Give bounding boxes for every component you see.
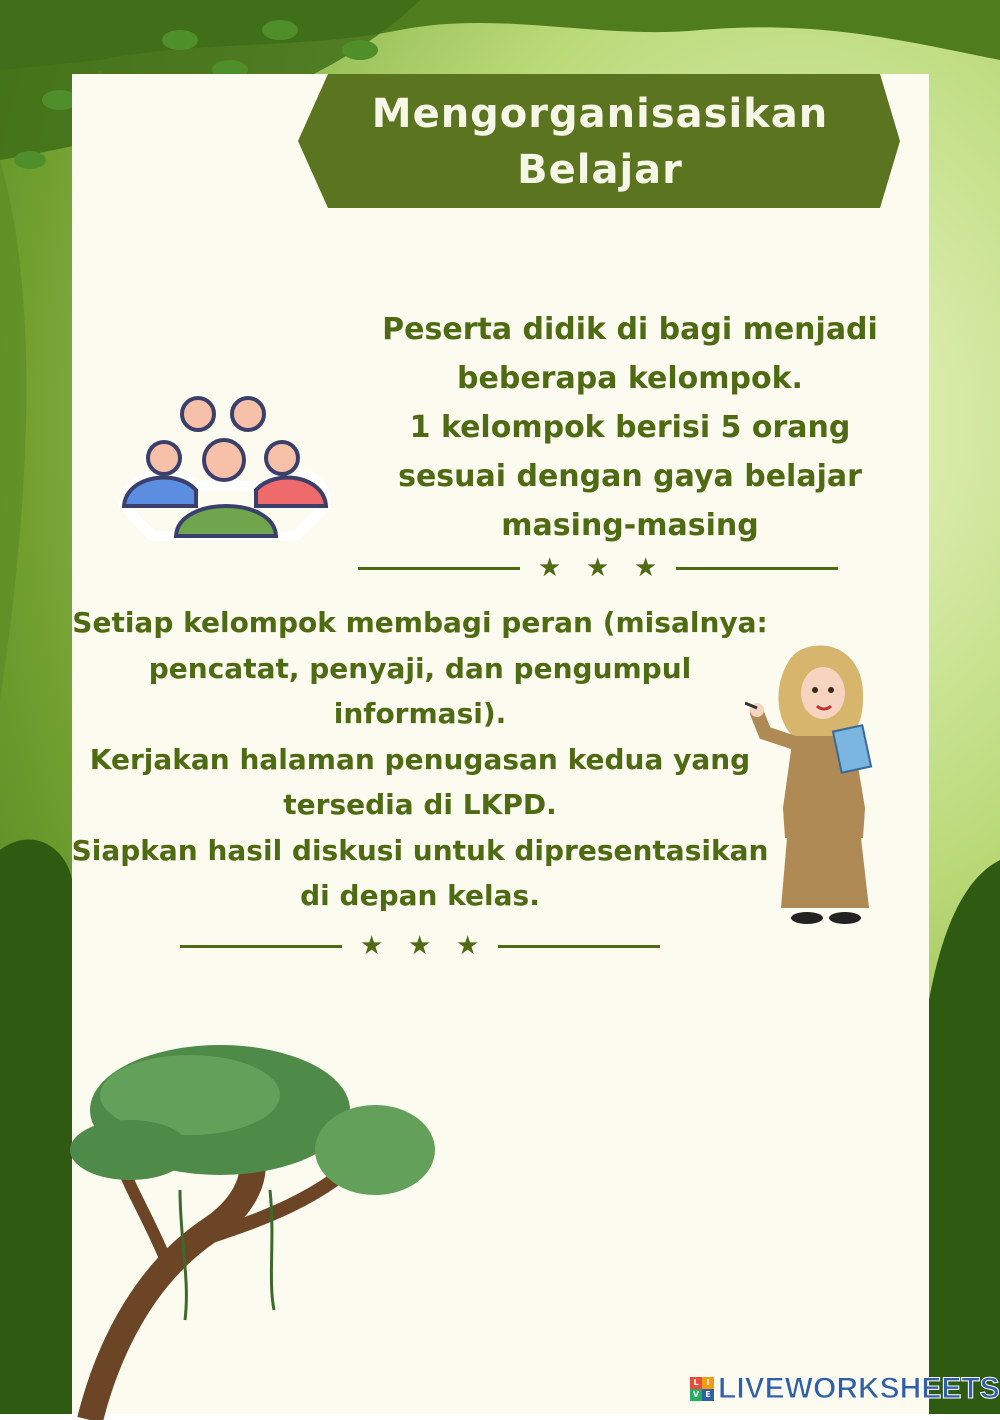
task-line-1: Setiap kelompok membagi peran (misalnya: — [72, 606, 768, 639]
task-line-5: tersedia di LKPD. — [283, 788, 557, 821]
task-line-6: Siapkan hasil diskusi untuk dipresentasikan — [71, 833, 769, 867]
group-line-3: 1 kelompok berisi 5 orang — [409, 410, 851, 445]
group-line-1: Peserta didik di bagi menjadi — [382, 312, 878, 347]
task-line-2: pencatat, penyaji, dan pengumpul — [148, 651, 692, 685]
divider-bottom — [180, 931, 660, 961]
task-line-7: di depan kelas. — [300, 879, 540, 912]
title-line-1: Mengorganisasikan — [371, 91, 829, 137]
star-icon: ★ — [408, 931, 432, 961]
group-line-2: beberapa kelompok. — [457, 361, 803, 396]
tree-illustration — [30, 1040, 450, 1420]
liveworksheets-logo-icon: L I V E — [690, 1377, 714, 1401]
star-icon: ★ — [634, 553, 658, 583]
divider-line-left — [358, 567, 520, 570]
liveworksheets-watermark — [690, 1372, 1000, 1406]
group-line-5: masing-masing — [501, 508, 759, 543]
divider-top — [358, 553, 838, 583]
task-line-4: Kerjakan halaman penugasan kedua yang — [89, 742, 751, 776]
people-group-icon — [116, 386, 332, 556]
watermark-text: LIVEWORKSHEETS — [718, 1372, 1000, 1405]
page-title — [330, 86, 870, 198]
star-icon: ★ — [586, 553, 610, 583]
star-icon: ★ — [360, 931, 384, 961]
task-instructions — [60, 600, 780, 919]
group-line-4: sesuai dengan gaya belajar — [398, 459, 862, 494]
title-line-2: Belajar — [517, 147, 683, 193]
group-instructions — [370, 305, 890, 550]
divider-line-left — [180, 945, 342, 948]
star-icon: ★ — [456, 931, 480, 961]
star-icon: ★ — [538, 553, 562, 583]
divider-line-right — [676, 567, 838, 570]
teacher-illustration — [745, 638, 895, 933]
task-line-3: informasi). — [333, 697, 507, 730]
divider-line-right — [498, 945, 660, 948]
